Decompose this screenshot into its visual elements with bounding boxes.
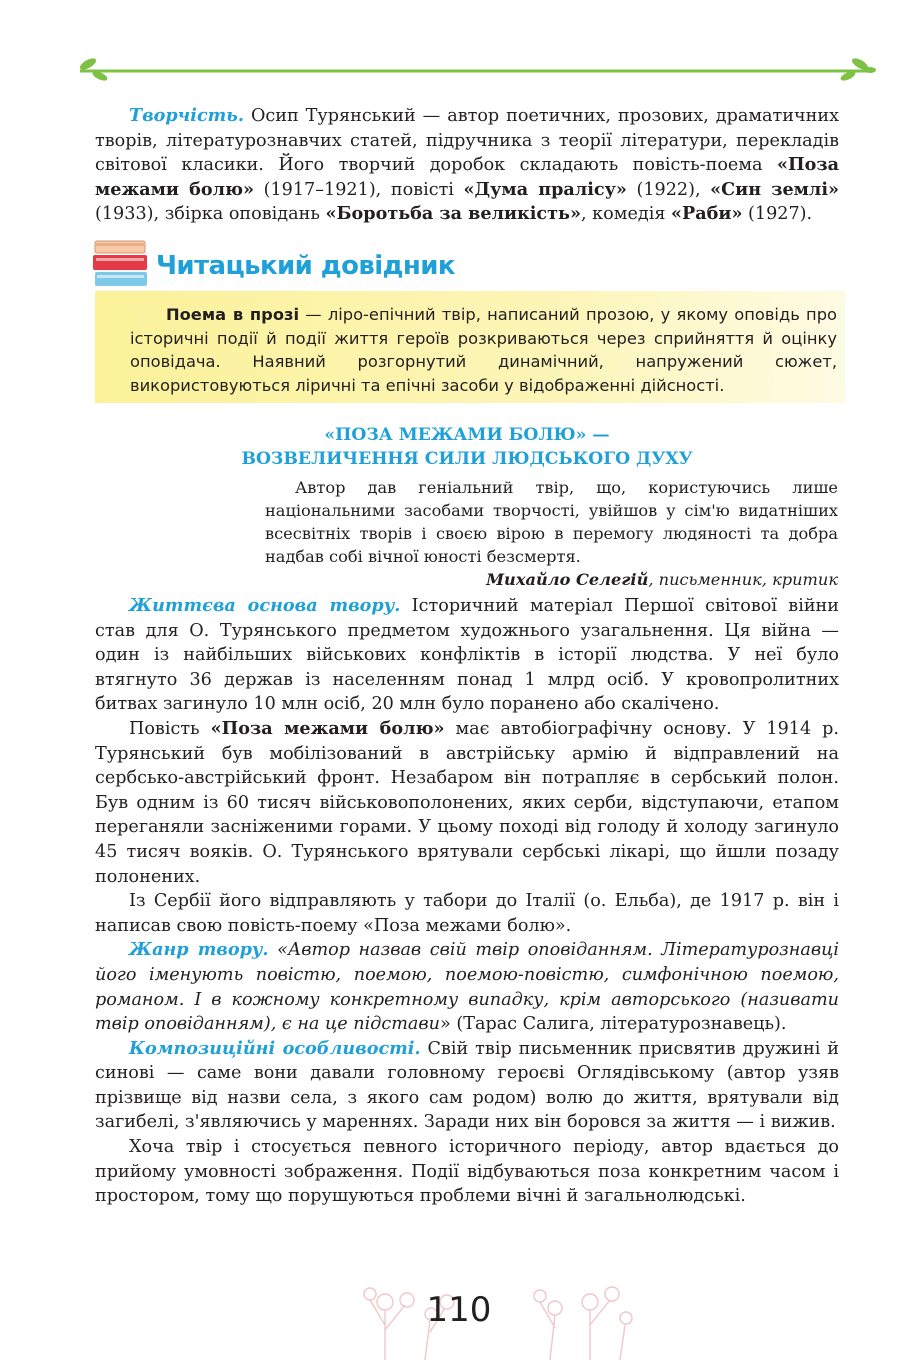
quote: називати твір оповіданням <box>95 989 839 1035</box>
text: (1922), <box>626 179 711 200</box>
quote: ), є на це підстави <box>263 1014 440 1035</box>
epigraph <box>265 476 838 591</box>
text: має автобіографічну основу. У 1914 р. Турянський був мобілізований в австрійську армію й відправлений на сербсько-австрійський фронт. Незабаром він потрапляє в сербський полон. Був одним із 60 тисяч військовополонених, яких серби, відступаючи, етапом переганяли засніженими горами. У цьому поході від голоду й холоду загинуло 45 тисяч вояків. О. Турянського врятували сербські лікарі, що йшли позаду полонених. <box>95 718 839 887</box>
text: Історичний матеріал Першої світової війни став для О. Турянського предметом художнього узагальнення. Ця війна — один із найбільших військових конфліктів в історії людства. У неї було втягнуто 36 держав із населенням понад 1 млрд осіб. У кровопролитних битвах загинуло 10 млн осіб, 20 млн було поранено або скалічено. <box>95 596 839 715</box>
work-title: «Поза межами болю» <box>95 154 839 200</box>
work-title: «Раби» <box>671 203 743 225</box>
text: , комедія <box>581 204 672 225</box>
section-title-line: ВОЗВЕЛИЧЕННЯ СИЛИ ЛЮДСЬКОГО ДУХУ <box>241 449 693 469</box>
text: (1933), збірка оповідань <box>95 204 326 225</box>
work-title: «Боротьба за великість» <box>325 203 581 225</box>
page-number: 110 <box>426 1290 492 1330</box>
text: (1917–1921), повісті <box>254 179 464 200</box>
paragraph: Хоча твір і стосується певного історичного періоду, автор вдається до прийому умовності зображення. Події відбуваються поза конкретним часом і простором, тому що порушуються проблеми вічні й загальнолюдські. <box>95 1137 839 1207</box>
text: (1927). <box>742 204 813 225</box>
work-title: «Поза межами болю» <box>210 717 445 739</box>
paragraph <box>95 1037 839 1135</box>
text: Свій твір письменник присвятив дружині й синові — саме вони давали головному героєві Оглядівському (автор узяв прізвище від назви села, з якого сам родом) волю до життя, врятували від загибелі, з'являючись у мареннях. Заради них він боровся за життя — і вижив. <box>95 1038 839 1133</box>
section-title <box>95 423 839 471</box>
epigraph-author-name: Михайло Селегій <box>486 570 649 589</box>
paragraph <box>95 594 839 717</box>
epigraph-author <box>265 568 838 591</box>
epigraph-text: Автор дав геніальний твір, що, користуючись лише національними засобами творчості, увійшов у сім'ю видатніших всесвітніх творів і своєю вірою в перемогу людяності та добра надбав собі вічної юності безсмертя. <box>265 478 838 566</box>
paragraph: Із Сербії його відправляють у табори до Італії (о. Ельба), де 1917 р. він і написав свою повість-поему «Поза межами болю». <box>95 891 839 936</box>
definition-box <box>95 291 845 403</box>
main-body <box>95 594 839 1209</box>
text: Осип Турянський — автор поетичних, прозових, драматичних творів, літературознавчих статей, підручника з теорії літератури, перекладів світової класики. Його творчий доробок складають повість-поема <box>95 106 839 176</box>
text: Повість <box>129 718 211 739</box>
definition-term: Поема в прозі <box>166 305 300 324</box>
quote: «Автор назвав свій твір оповіданням. Літературознавці його іменують повістю, поемою, поемою-повістю, симфонічною поемою, романом. І в кожному конкретному випадку, крім авторського ( <box>95 940 839 1010</box>
section-title-line: «ПОЗА МЕЖАМИ БОЛЮ» — <box>324 425 610 445</box>
work-title: «Дума пралісу» <box>463 178 627 200</box>
runin-tvorchist: Творчість. <box>129 105 245 126</box>
reader-guide-header <box>93 238 853 290</box>
text: » (Тарас Салига, літературознавець). <box>440 1014 787 1035</box>
runin-life-basis: Життєва основа твору. <box>129 595 401 616</box>
books-icon <box>93 238 151 290</box>
paragraph <box>95 938 839 1036</box>
definition-text <box>130 303 837 397</box>
runin-genre: Жанр твору. <box>129 939 269 961</box>
intro-paragraph <box>95 104 839 227</box>
work-title: «Син землі» <box>710 178 840 200</box>
paragraph <box>95 717 839 889</box>
reader-guide-title: Читацький довідник <box>156 251 455 281</box>
runin-composition: Композиційні особливості. <box>129 1037 421 1059</box>
vine-decoration <box>70 56 880 86</box>
epigraph-author-role: , письменник, критик <box>648 570 838 589</box>
definition-body: — ліро-епічний твір, написаний прозою, у якому оповідь про історичні події й події життя героїв розкриваються через сприйняття й оцінку оповідача. Наявний розгорнутий динамічний, напружений сюжет, використовуються ліричні та епічні засоби у відображенні дійсності. <box>130 305 837 395</box>
